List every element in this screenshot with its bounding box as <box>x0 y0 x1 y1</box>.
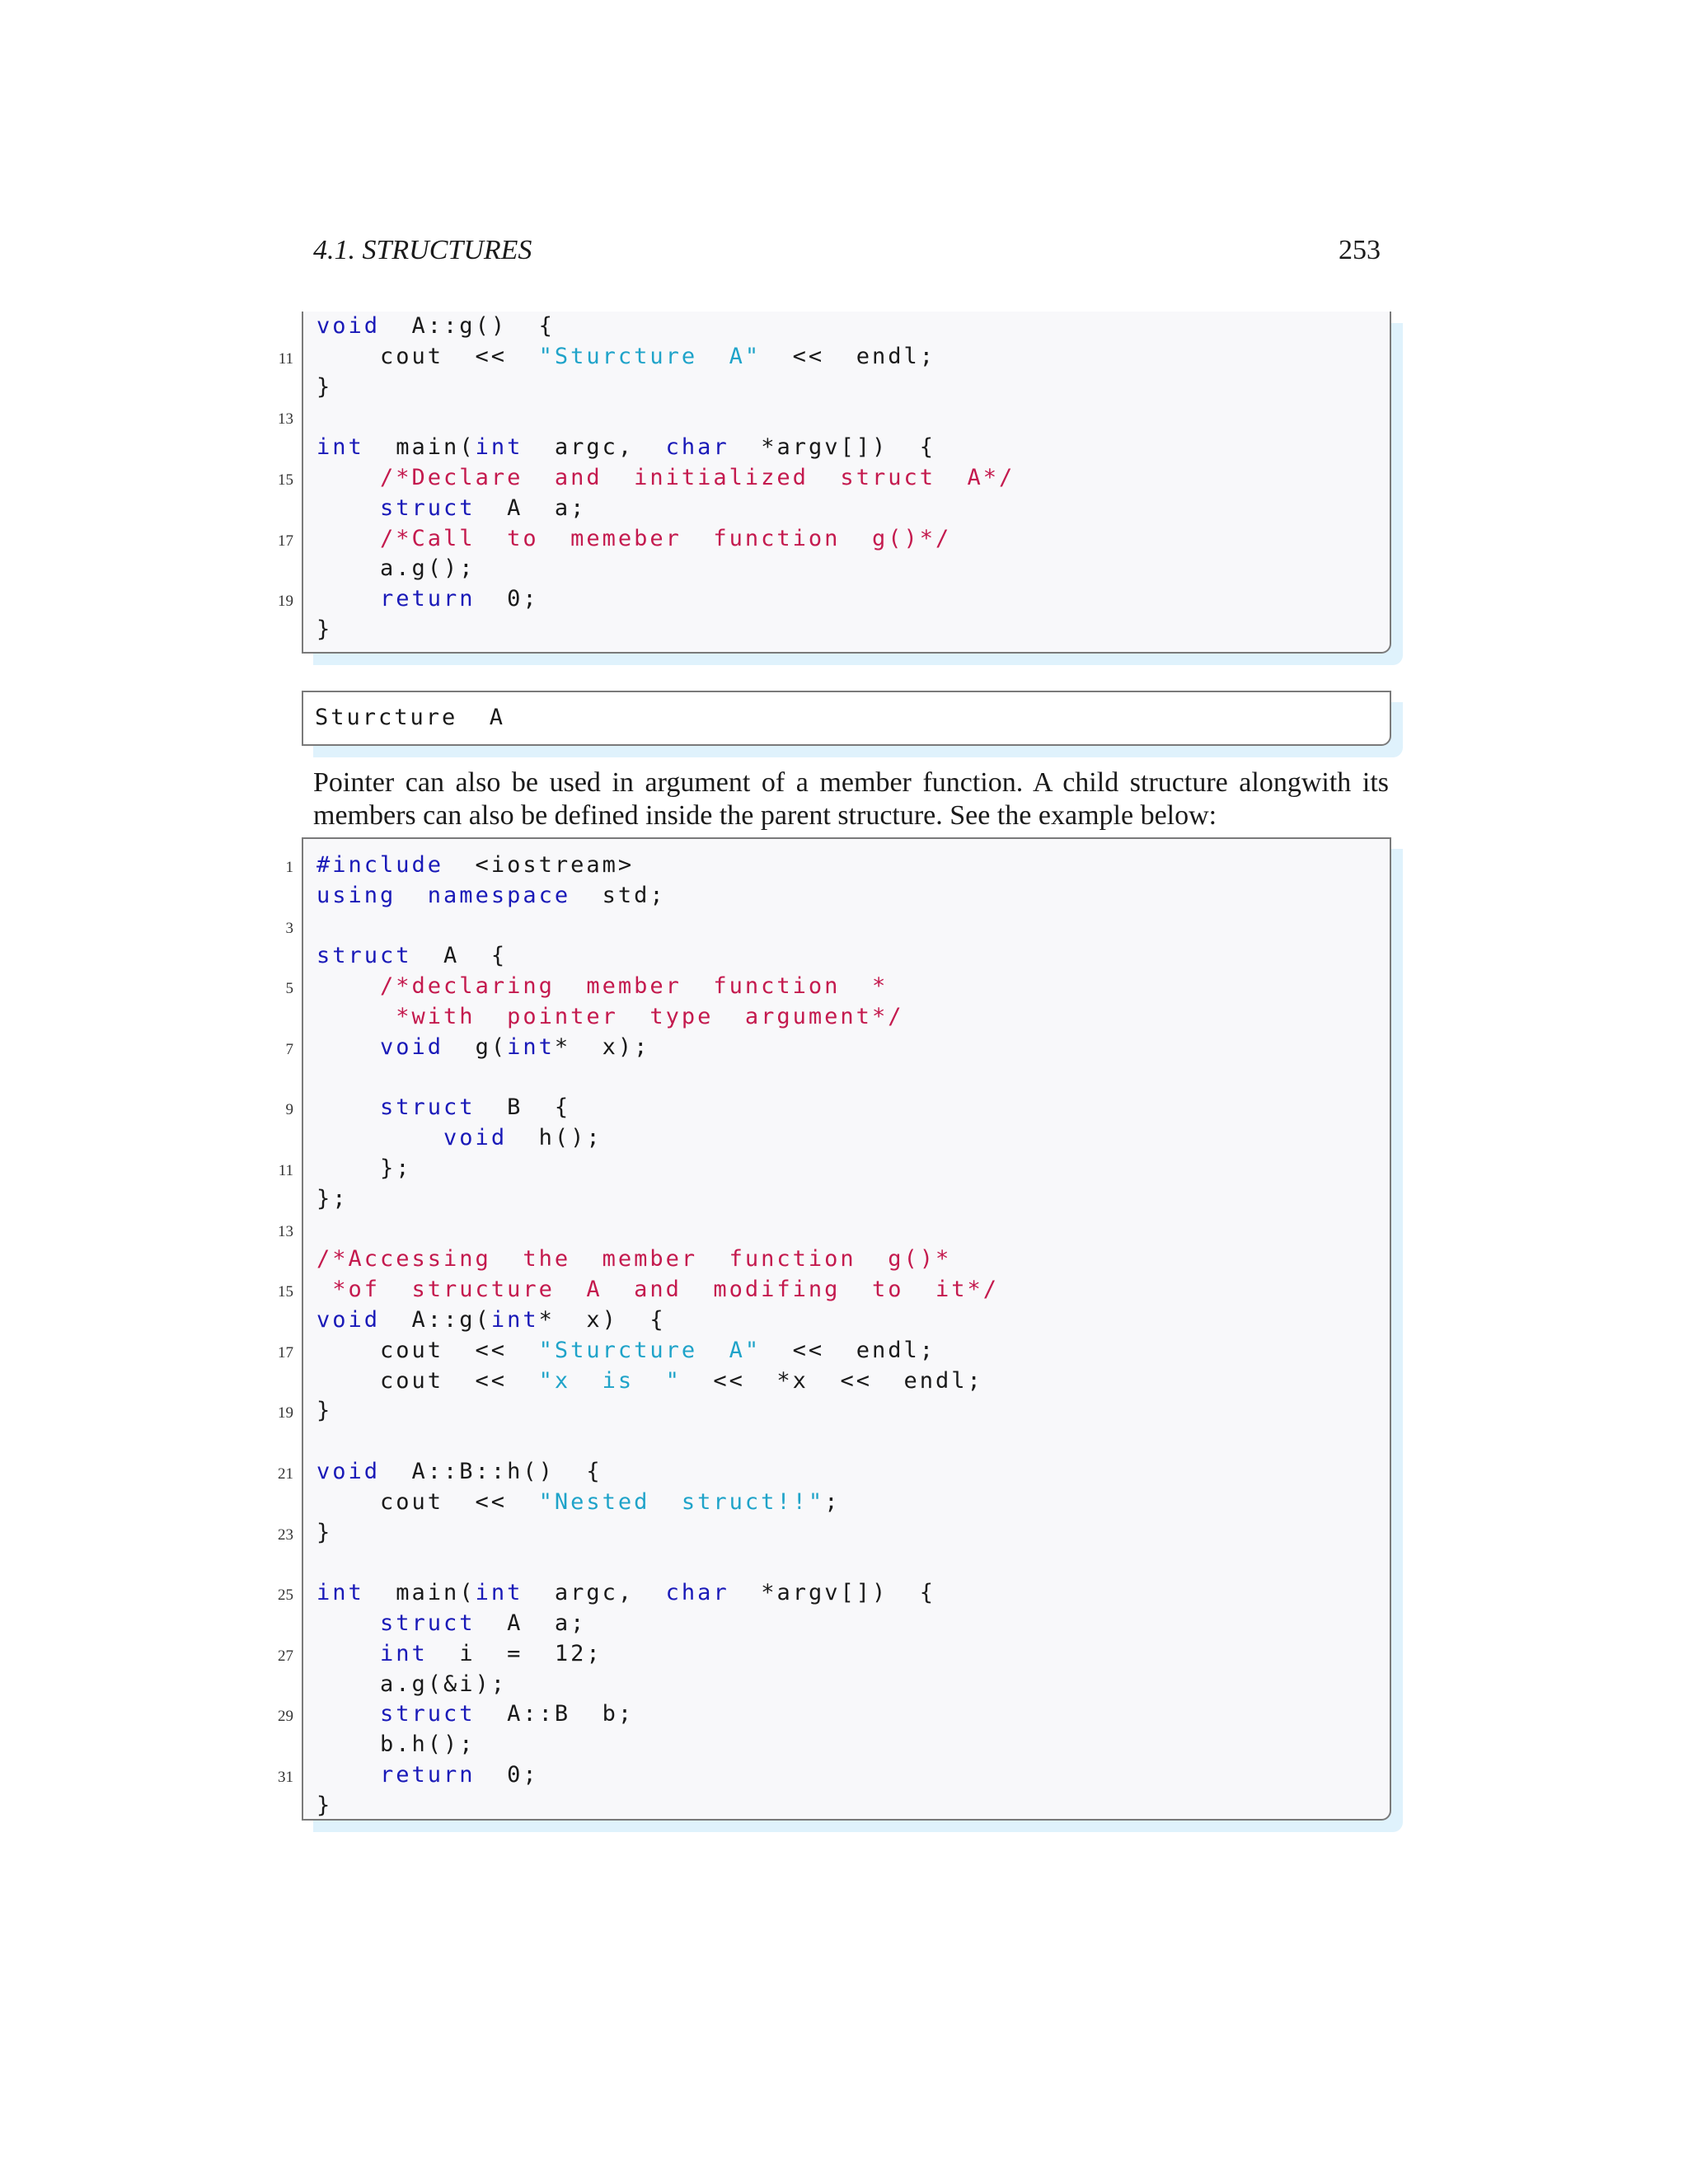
code-line <box>303 1244 1390 1275</box>
keyword: char <box>665 1580 729 1606</box>
code-token: A::B b; <box>475 1701 635 1727</box>
code-token: i = 12; <box>427 1640 603 1666</box>
code-line <box>278 1518 1390 1549</box>
page-number: 253 <box>1339 235 1381 265</box>
code-text <box>316 1336 935 1366</box>
line-number: 23 <box>278 1526 293 1544</box>
keyword: return <box>380 586 476 612</box>
line-number: 9 <box>285 1101 293 1119</box>
keyword: namespace <box>427 882 571 908</box>
code-line <box>278 1699 1390 1730</box>
line-number: 21 <box>278 1465 293 1483</box>
code-text <box>316 1670 507 1700</box>
code-line <box>278 1154 1390 1184</box>
code-text <box>316 1609 586 1639</box>
code-text <box>316 1154 412 1184</box>
code-line <box>278 524 1390 555</box>
chapter-title: 4.1. STRUCTURES <box>313 235 532 265</box>
code-token: << endl; <box>761 343 935 369</box>
code-token: argc, <box>523 434 666 461</box>
code-text <box>316 342 935 373</box>
code-token <box>396 883 428 908</box>
code-token: *argv[]) { <box>729 434 936 461</box>
code-token <box>316 586 380 612</box>
code-listing <box>278 837 1391 1821</box>
code-line <box>303 1427 1390 1457</box>
code-line <box>285 1093 1390 1123</box>
code-token: a.g(); <box>316 555 476 582</box>
string-literal: "Sturcture A" <box>538 1337 762 1363</box>
code-line <box>278 463 1390 494</box>
keyword: void <box>380 1033 444 1060</box>
code-token <box>316 495 380 521</box>
code-listing-continued <box>278 312 1391 654</box>
code-text <box>316 1457 603 1488</box>
keyword: using <box>316 882 396 908</box>
keyword: struct <box>380 1094 476 1121</box>
code-text <box>316 312 555 342</box>
code-line <box>303 1488 1390 1518</box>
code-token: main( <box>363 1580 476 1606</box>
code-line <box>285 1033 1390 1063</box>
code-line <box>303 1609 1390 1639</box>
code-token: } <box>316 1792 333 1818</box>
keyword: int <box>316 1580 364 1606</box>
code-token: A a; <box>475 1610 587 1636</box>
code-token: A { <box>411 943 508 969</box>
keyword: struct <box>380 494 476 521</box>
code-text <box>316 463 1015 494</box>
line-number: 25 <box>278 1586 293 1605</box>
code-text <box>316 1366 983 1397</box>
code-token: A::g() { <box>380 313 555 339</box>
code-text <box>316 1184 349 1215</box>
code-token <box>316 526 380 551</box>
code-line <box>278 402 1390 433</box>
code-text <box>316 1518 332 1549</box>
line-number: 27 <box>278 1647 293 1665</box>
code-text <box>316 1791 332 1821</box>
code-token: 0; <box>475 586 539 612</box>
line-number: 11 <box>278 349 293 368</box>
code-token: B { <box>475 1094 571 1121</box>
code-token: *argv[]) { <box>729 1580 936 1606</box>
code-token <box>316 1610 380 1636</box>
keyword: void <box>316 1306 381 1333</box>
keyword: char <box>665 434 729 461</box>
line-number: 19 <box>278 1404 293 1422</box>
keyword: struct <box>316 943 412 969</box>
code-text <box>316 881 666 912</box>
code-text <box>316 1002 903 1033</box>
comment: *with pointer type argument*/ <box>396 1003 904 1029</box>
body-paragraph: Pointer can also be used in argument of a member function. A child structure alongwith its members can also be defined inside the parent structure. See the example below: <box>313 767 1389 831</box>
code-token: A::g( <box>380 1306 491 1333</box>
code-line <box>303 1305 1390 1336</box>
line-number: 17 <box>278 1343 293 1361</box>
code-token <box>316 1004 396 1029</box>
code-token: main( <box>363 434 476 461</box>
line-number: 13 <box>278 410 293 429</box>
code-token: * x) { <box>538 1306 666 1333</box>
code-token: cout << <box>316 1488 539 1515</box>
code-token: h(); <box>507 1125 603 1151</box>
code-token: * x); <box>554 1033 650 1060</box>
line-number: 31 <box>278 1768 293 1786</box>
code-token: } <box>316 616 333 642</box>
code-token: A a; <box>475 494 587 521</box>
keyword: int <box>316 434 364 461</box>
code-token <box>316 465 380 490</box>
code-token <box>316 1762 380 1788</box>
comment: /*declaring member function * <box>380 973 889 1000</box>
code-line <box>303 373 1390 403</box>
keyword: #include <box>316 852 444 878</box>
code-text <box>316 972 888 1002</box>
comment: /*Accessing the member function g()* <box>316 1246 952 1272</box>
line-number: 17 <box>278 532 293 550</box>
line-number: 1 <box>285 859 293 876</box>
code-text <box>316 1093 570 1123</box>
line-number: 13 <box>278 1222 293 1240</box>
code-line <box>303 1366 1390 1397</box>
code-token: }; <box>316 1185 349 1212</box>
code-token: } <box>316 1398 333 1424</box>
comment: /*Declare and initialized struct A*/ <box>380 464 1015 490</box>
keyword: void <box>443 1125 508 1151</box>
keyword: return <box>380 1761 476 1788</box>
code-line <box>278 1336 1390 1366</box>
code-token: g( <box>443 1033 508 1060</box>
code-line <box>303 881 1390 912</box>
keyword: int <box>475 434 523 461</box>
code-line <box>278 1215 1390 1245</box>
output-text: Sturcture A <box>315 705 506 730</box>
code-line <box>303 1123 1390 1154</box>
code-text <box>316 615 332 645</box>
code-text <box>316 1639 603 1670</box>
code-token <box>316 1701 380 1727</box>
code-token <box>316 1641 380 1666</box>
keyword: struct <box>380 1610 476 1636</box>
code-token: << endl; <box>761 1337 935 1363</box>
code-line <box>285 912 1390 942</box>
line-number: 29 <box>278 1708 293 1726</box>
output-box <box>302 691 1391 746</box>
code-text <box>316 1033 649 1063</box>
code-token: } <box>316 1519 333 1545</box>
code-token: 0; <box>475 1761 539 1788</box>
code-text <box>316 433 935 463</box>
code-text <box>316 1244 951 1275</box>
code-text <box>316 373 332 403</box>
line-number: 3 <box>285 919 293 937</box>
keyword: int <box>380 1640 428 1666</box>
code-token: std; <box>570 882 666 908</box>
code-line <box>303 941 1390 972</box>
code-line <box>278 1639 1390 1670</box>
code-token <box>316 973 380 999</box>
code-token <box>316 1125 443 1151</box>
code-line <box>278 1578 1390 1609</box>
line-number: 15 <box>278 471 293 489</box>
code-line <box>303 312 1390 342</box>
code-line <box>278 1396 1390 1427</box>
code-text <box>316 494 586 524</box>
code-token: << *x << endl; <box>681 1367 983 1394</box>
keyword: int <box>507 1033 555 1060</box>
string-literal: "Nested struct!!" <box>538 1488 825 1515</box>
keyword: void <box>316 313 381 339</box>
code-line <box>303 433 1390 463</box>
code-token: <iostream> <box>443 852 635 878</box>
code-token: a.g(&i); <box>316 1671 508 1697</box>
code-token: } <box>316 373 333 400</box>
string-literal: "x is " <box>538 1367 682 1394</box>
code-line <box>278 1457 1390 1488</box>
code-line <box>278 1275 1390 1305</box>
code-text <box>316 851 634 881</box>
page-header <box>313 235 1381 276</box>
code-line <box>303 494 1390 524</box>
code-line <box>303 554 1390 584</box>
line-number: 5 <box>285 980 293 998</box>
code-line <box>303 1670 1390 1700</box>
keyword: void <box>316 1458 381 1484</box>
code-text <box>316 1275 999 1305</box>
code-text <box>316 1396 332 1427</box>
code-line <box>303 1730 1390 1760</box>
code-line <box>303 615 1390 645</box>
comment: /*Call to memeber function g()*/ <box>380 525 952 551</box>
code-token <box>316 1034 380 1060</box>
line-number: 11 <box>278 1161 293 1179</box>
line-number: 7 <box>285 1040 293 1058</box>
code-lines <box>278 312 1390 645</box>
code-token: A::B::h() { <box>380 1458 603 1484</box>
code-text <box>316 1730 476 1760</box>
code-line <box>285 972 1390 1002</box>
code-text <box>316 1305 666 1336</box>
code-token: ; <box>824 1488 841 1515</box>
code-line <box>285 851 1390 881</box>
code-text <box>316 584 539 615</box>
code-text <box>316 1488 840 1518</box>
comment: *of structure A and modifing to it*/ <box>316 1277 999 1303</box>
keyword: struct <box>380 1701 476 1727</box>
code-text <box>316 1760 539 1791</box>
string-literal: "Sturcture A" <box>538 343 762 369</box>
code-text <box>316 941 507 972</box>
code-lines <box>278 839 1390 1821</box>
code-text <box>316 1123 603 1154</box>
keyword: int <box>475 1580 523 1606</box>
code-line <box>303 1791 1390 1821</box>
code-token: cout << <box>316 343 539 369</box>
code-token: }; <box>316 1155 412 1181</box>
code-text <box>316 1699 634 1730</box>
line-number: 19 <box>278 593 293 611</box>
code-line <box>278 342 1390 373</box>
keyword: int <box>490 1306 539 1333</box>
code-token <box>316 1094 380 1120</box>
code-line <box>303 1063 1390 1094</box>
code-text <box>316 1578 935 1609</box>
code-line <box>303 1548 1390 1578</box>
code-text <box>316 554 476 584</box>
code-token: b.h(); <box>316 1732 476 1758</box>
code-token: cout << <box>316 1367 539 1394</box>
code-line <box>278 1760 1390 1791</box>
line-number: 15 <box>278 1283 293 1301</box>
code-line <box>303 1184 1390 1215</box>
code-token: cout << <box>316 1337 539 1363</box>
code-text <box>316 524 951 555</box>
code-token: argc, <box>523 1580 666 1606</box>
code-line <box>303 1002 1390 1033</box>
code-line <box>278 584 1390 615</box>
